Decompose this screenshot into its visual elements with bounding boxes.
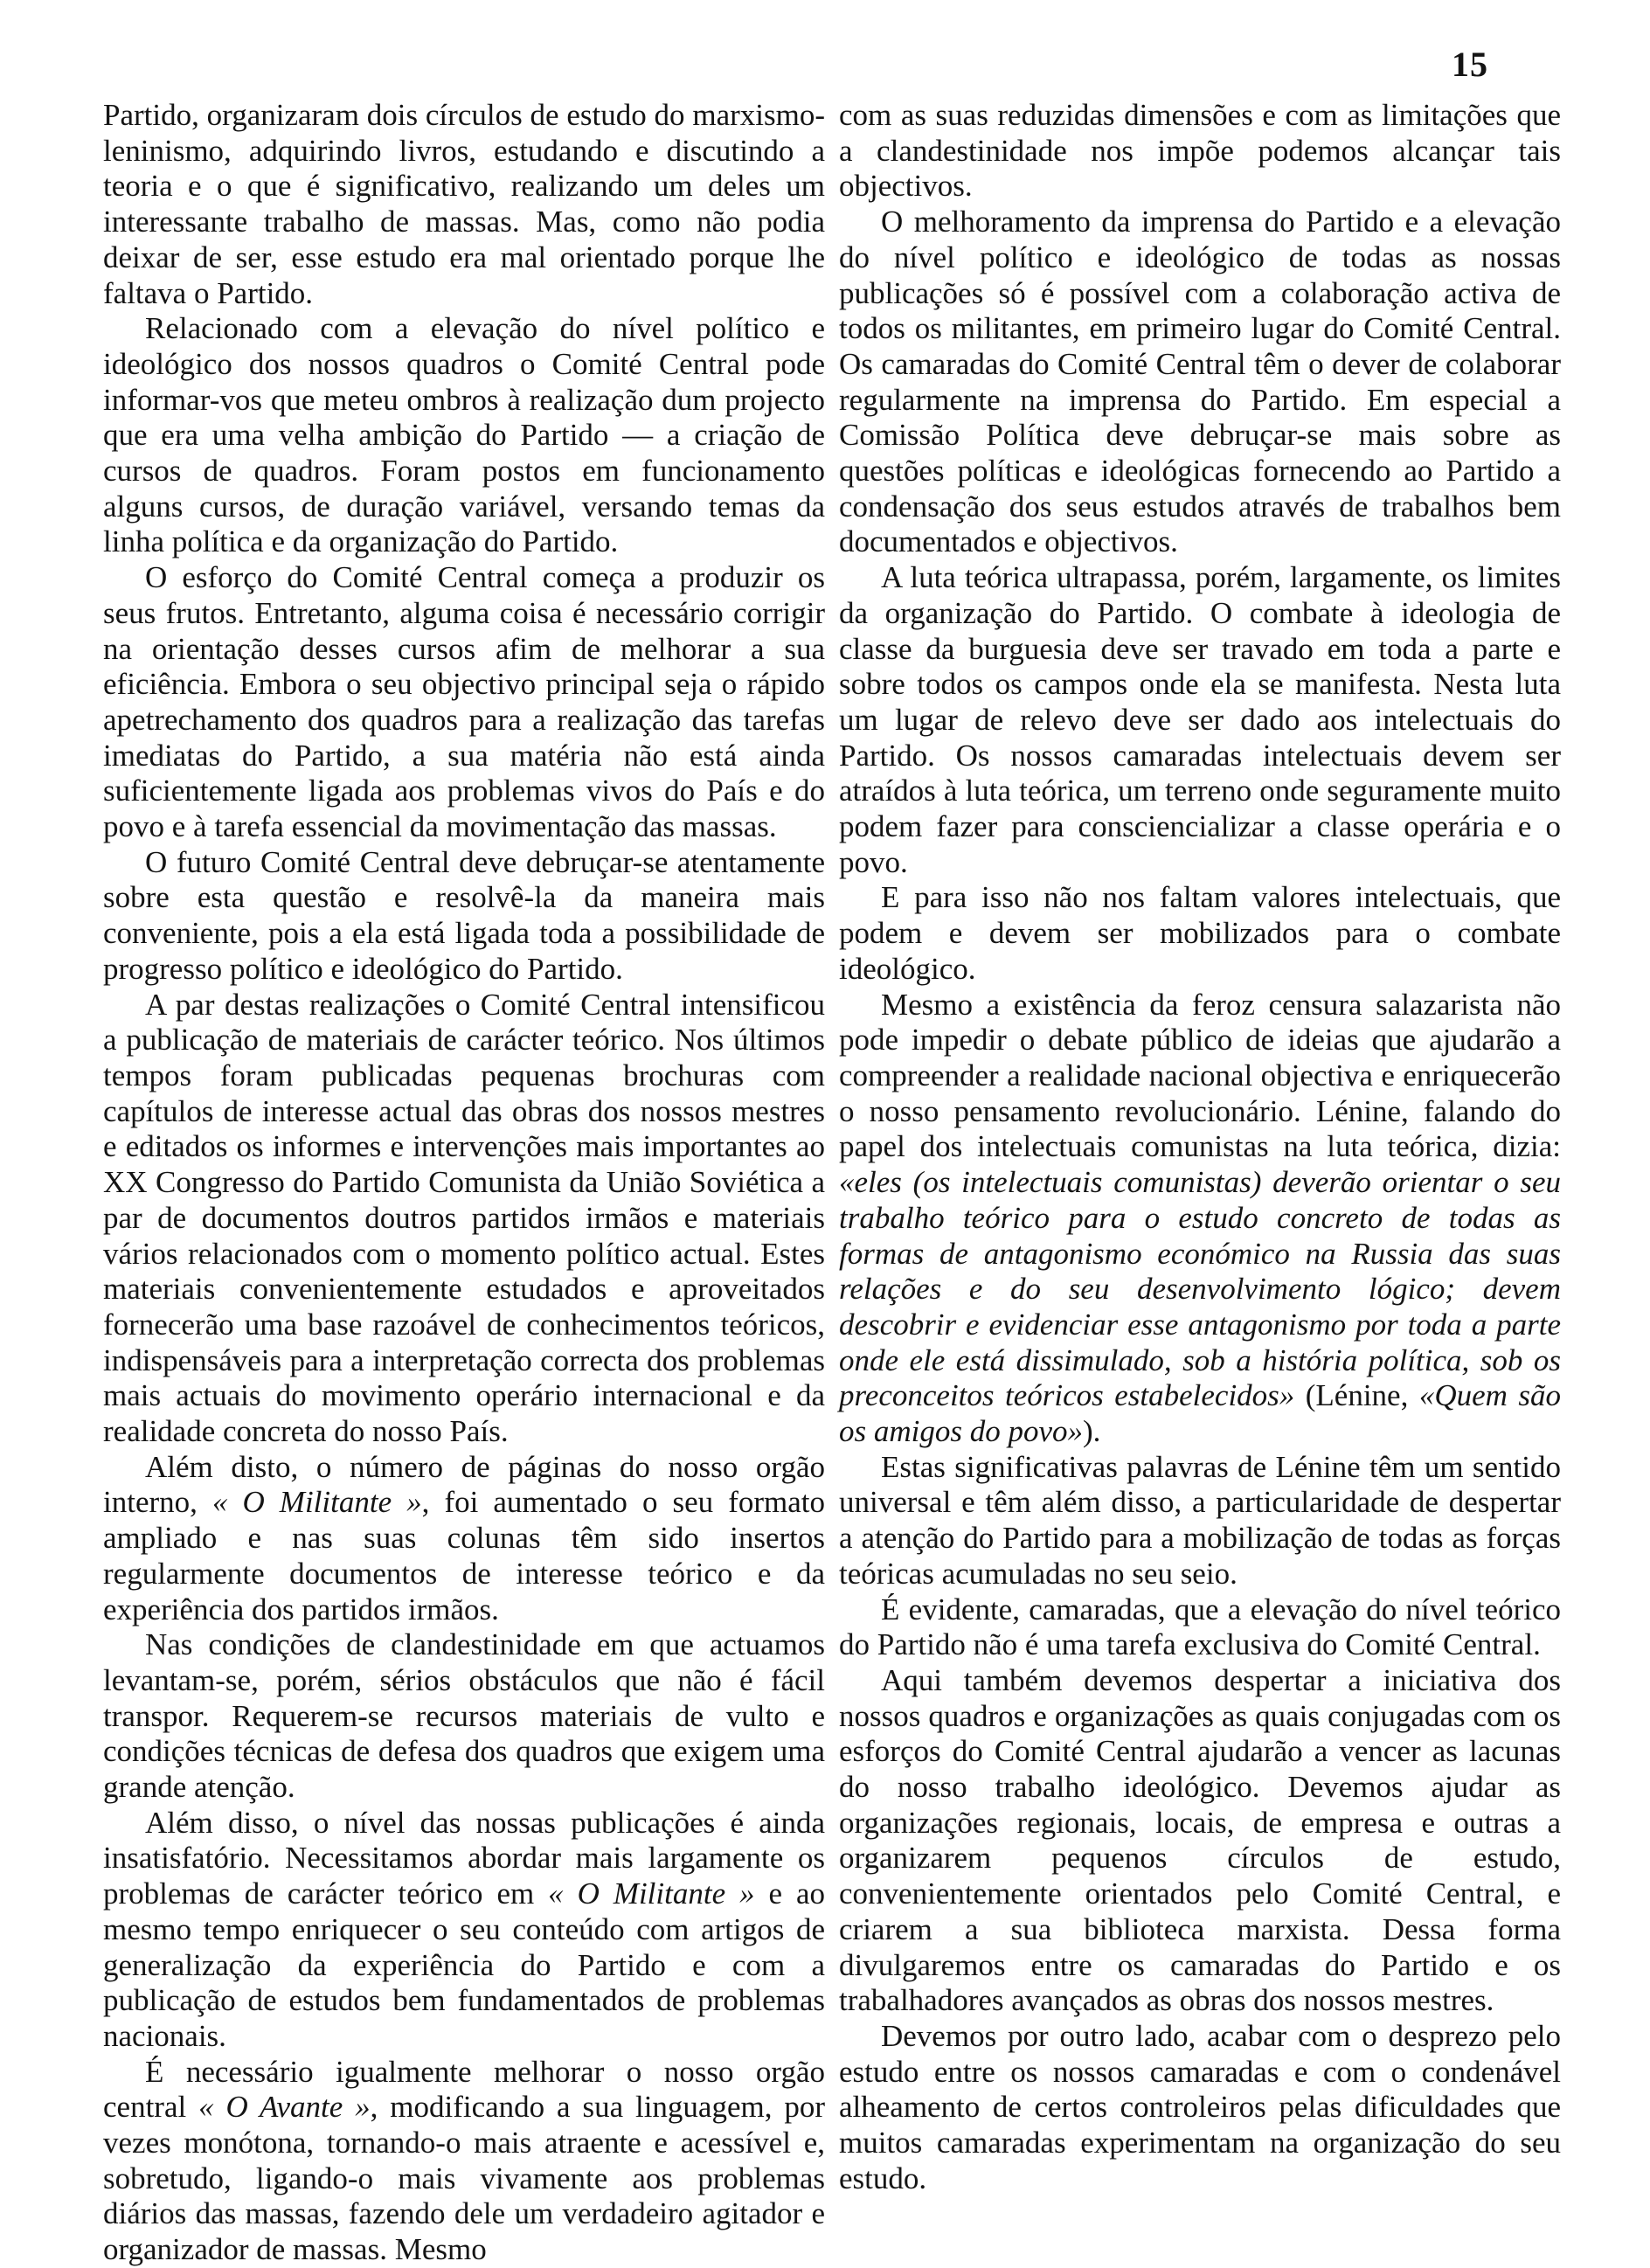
- paragraph-militante: [103, 1450, 825, 1628]
- paragraph-desprezo: Devemos por outro lado, acabar com o desprezo pelo estudo entre os nossos camaradas e com o condenável alheamento de certos controleiros pelas dificuldades que muitos camaradas experimentam na organização do seu estudo.: [839, 2018, 1561, 2195]
- left-column: [103, 98, 825, 2268]
- paragraph-valores: E para isso não nos faltam valores intelectuais, que podem e devem ser mobilizados para o combate ideológico.: [839, 880, 1561, 986]
- right-column: [839, 98, 1561, 2196]
- paragraph-evidente: É evidente, camaradas, que a elevação do nível teórico do Partido não é uma tarefa exclusiva do Comité Central.: [839, 1592, 1561, 1662]
- paragraph-significativas: Estas significativas palavras de Lénine têm um sentido universal e têm além disso, a particularidade de despertar a atenção do Partido para a mobilização de todas as forças teóricas acumuladas no seu seio.: [839, 1449, 1561, 1591]
- text-run: É necessário igualmente melhorar o nosso orgão central: [103, 2054, 825, 2125]
- paragraph-continuation: com as suas reduzidas dimensões e com as limitações que a clandestinidade nos impõe podemos alcançar tais objectivos.: [839, 98, 1561, 204]
- text-run: , modificando a sua linguagem, por vezes monótona, tornando-o mais atraente e acessível e, sobretudo, ligando-o mais vivamente aos problemas diários das massas, fazendo dele um verdadeiro agitador e organizador de massas. Mesmo: [103, 2090, 826, 2267]
- paragraph-lenine: [839, 988, 1561, 1450]
- text-run: Além disso, o nível das nossas publicações é ainda insatisfatório. Necessitamos abordar mais largamente os problemas de carácter teórico em: [103, 1805, 825, 1911]
- paragraph-4: O futuro Comité Central deve debruçar-se atentamente sobre esta questão e resolvê-la da maneira mais conveniente, pois a ela está ligada toda a possibilidade de progresso político e ideológico do Partido.: [103, 844, 825, 986]
- text-run: , foi aumentado o seu formato ampliado e nas suas colunas têm sido insertos regularmente documentos de interesse teórico e da experiência dos partidos irmãos.: [103, 1485, 825, 1626]
- text-run: ).: [1083, 1414, 1101, 1449]
- text-run: (Lénine,: [1294, 1378, 1419, 1413]
- paragraph-publicacoes: [103, 1806, 825, 2055]
- text-run: Mesmo a existência da feroz censura salazarista não pode impedir o debate público de ideias que ajudarão a compreender a realidade nacional objectiva e enriquecerão o nosso pensamento revolucionário. Lénine, falando do papel dos intelectuais comunistas na luta teórica, dizia:: [839, 987, 1561, 1164]
- publication-title: « O Militante »: [548, 1876, 755, 1911]
- paragraph-1: Partido, organizaram dois círculos de estudo do marxismo-leninismo, adquirindo livros, estudando e discutindo a teoria e o que é significativo, realizando um deles um interessante trabalho de massas. Mas, como não podia deixar de ser, esse estudo era mal orientado porque lhe faltava o Partido.: [103, 98, 825, 310]
- paragraph-imprensa: O melhoramento da imprensa do Partido e a elevação do nível político e ideológico de todas as nossas publicações só é possível com a colaboração activa de todos os militantes, em primeiro lugar do Comité Central. Os camaradas do Comité Central têm o dever de colaborar regularmente na imprensa do Partido. Em especial a Comissão Política deve debruçar-se mais sobre as questões políticas e ideológicas fornecendo ao Partido a condensação dos seus estudos através de trabalhos bem documentados e objectivos.: [839, 205, 1561, 559]
- publication-title: « O Militante »: [211, 1485, 422, 1520]
- publication-title: « O Avante »: [198, 2090, 371, 2125]
- paragraph-7: Nas condições de clandestinidade em que actuamos levantam-se, porém, sérios obstáculos que não é fácil transpor. Requerem-se recursos materiais de vulto e condições técnicas de defesa dos quadros que exigem uma grande atenção.: [103, 1627, 825, 1805]
- paragraph-avante: [103, 2055, 825, 2268]
- text-run: e ao mesmo tempo enriquecer o seu conteúdo com artigos de generalização da experiência do Partido e com a publicação de estudos bem fundamentados de problemas nacionais.: [103, 1876, 826, 2053]
- paragraph-3: O esforço do Comité Central começa a produzir os seus frutos. Entretanto, alguma coisa é necessário corrigir na orientação desses cursos afim de melhorar a sua eficiência. Embora o seu objectivo principal seja o rápido apetrechamento dos quadros para a realização das tarefas imediatas do Partido, a sua matéria não está ainda suficientemente ligada aos problemas vivos do País e do povo e à tarefa essencial da movimentação das massas.: [103, 560, 825, 844]
- lenin-quote: «eles (os intelectuais comunistas) deverão orientar o seu trabalho teórico para o estudo concreto de todas as formas de antagonismo económico na Russia das suas relações e do seu desenvolvimento lógico; devem descobrir e evidenciar esse antagonismo por toda a parte onde ele está dissimulado, sob a história política, sob os preconceitos teóricos estabelecidos»: [839, 1165, 1561, 1413]
- paragraph-5: A par destas realizações o Comité Central intensificou a publicação de materiais de carácter teórico. Nos últimos tempos foram publicadas pequenas brochuras com capítulos de interesse actual das obras dos nossos mestres e editados os informes e intervenções mais importantes ao XX Congresso do Partido Comunista da União Soviética a par de documentos doutros partidos irmãos e materiais vários relacionados com o momento político actual. Estes materiais convenientemente estudados e aproveitados fornecerão uma base razoável de conhecimentos teóricos, indispensáveis para a interpretação correcta dos problemas mais actuais do movimento operário internacional e da realidade concreta do nosso País.: [103, 987, 825, 1449]
- paragraph-2: Relacionado com a elevação do nível político e ideológico dos nossos quadros o Comité Central pode informar-vos que meteu ombros à realização dum projecto que era uma velha ambição do Partido — a criação de cursos de quadros. Foram postos em funcionamento alguns cursos, de duração variável, versando temas da linha política e da organização do Partido.: [103, 311, 825, 559]
- paragraph-luta-teorica: A luta teórica ultrapassa, porém, largamente, os limites da organização do Partido. O combate à ideologia de classe da burguesia deve ser travado em toda a parte e sobre todos os campos onde ela se manifesta. Nesta luta um lugar de relevo deve ser dado aos intelectuais do Partido. Os nossos camaradas intelectuais devem ser atraídos à luta teórica, um terreno onde seguramente muito podem fazer para consciencializar a classe operária e o povo.: [839, 560, 1561, 879]
- page-number: 15: [1452, 45, 1488, 84]
- text-run: Além disto, o número de páginas do nosso orgão interno,: [103, 1449, 825, 1520]
- quote-source: «Quem são os amigos do povo»: [839, 1378, 1562, 1449]
- paragraph-iniciativa: Aqui também devemos despertar a iniciativa dos nossos quadros e organizações as quais conjugadas com os esforços do Comité Central ajudarão a vencer as lacunas do nosso trabalho ideológico. Devemos ajudar as organizações regionais, locais, de empresa e outras a organizarem pequenos círculos de estudo, convenientemente orientados pelo Comité Central, e criarem a sua biblioteca marxista. Dessa forma divulgaremos entre os camaradas do Partido e os trabalhadores avançados as obras dos nossos mestres.: [839, 1662, 1561, 2018]
